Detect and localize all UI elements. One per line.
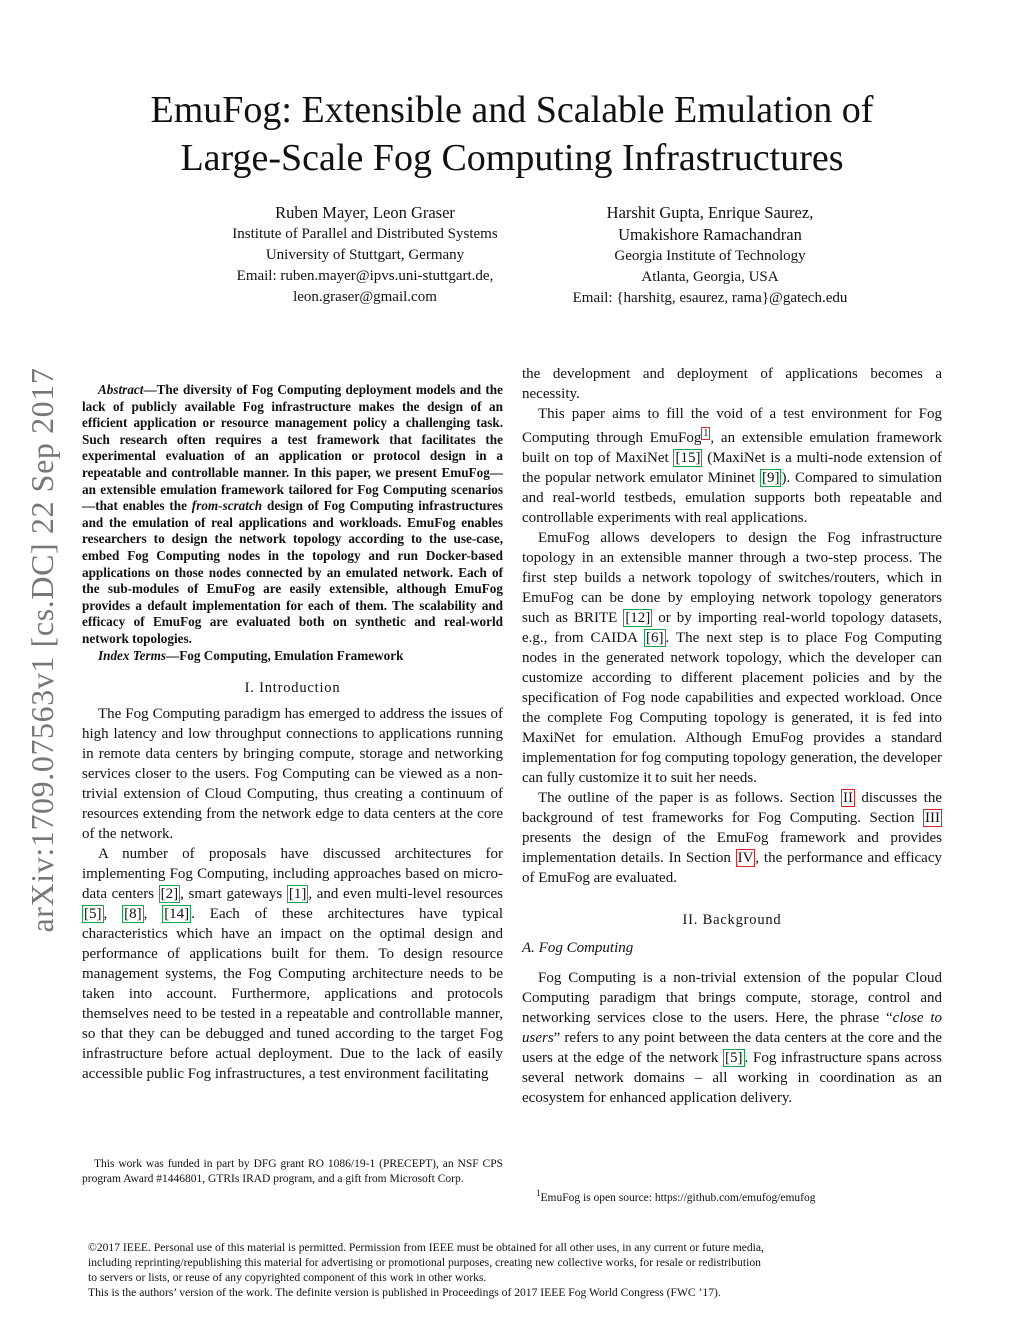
abstract-text-2: design of Fog Computing infrastructures and the emulation of real applications and workloads. EmuFog enables researchers to design the network topology according to the use-case, embed Fog Computing nodes in the topology and run Docker-based applications on those nodes connected by an emulated network. Each of the sub-modules of EmuFog are easily extensible, although EmuFog provides a default implementation for each of them. The scalability and efficacy of EmuFog are evaluated both on synthetic and real-world network topologies. <box>82 498 504 646</box>
author-names-left: Ruben Mayer, Leon Graser <box>275 203 455 222</box>
citation-link[interactable]: [6] <box>646 630 664 646</box>
citation-link[interactable]: [5] <box>84 906 102 923</box>
right-paragraph-3: The outline of the paper is as follows. Section II discusses the background of test frameworks for Fog Computing. Section III presents the design of the EmuFog framework and provides implementation details. In Section IV , the performance and efficacy of EmuFog are evaluated. <box>522 790 942 886</box>
section-link[interactable]: III <box>925 810 940 826</box>
right-paragraph-4: Fog Computing is a non-trivial extension of the popular Cloud Computing paradigm that brings compute, storage, control and networking services close to the users. Here, the phrase “close to users” refers to any point between the data centers at the core and the users at the edge of the network [5] . Fog infrastructure spans across several network domains – all working in coordination as an ecosystem for enhanced application delivery. <box>522 970 942 1106</box>
right-paragraph-1: This paper aims to fill the void of a test environment for Fog Computing through EmuFog $^1$ , an extensible emulation framework built on top of MaxiNet [15] (MaxiNet is a multi-node extension of the popular network emulator Mininet [9] ). Compared to simulation and real-world testbeds, emulation supports both repeatable and controllable experiments with real applications. <box>522 406 943 526</box>
abstract <box>82 382 503 664</box>
email-left-1: Email: ruben.mayer@ipvs.uni-stuttgart.de, <box>236 268 494 284</box>
footnote-link[interactable]: 1 <box>703 428 709 439</box>
citation-link[interactable]: [12] <box>625 610 651 626</box>
affiliation-right-2: Atlanta, Georgia, USA <box>641 269 779 285</box>
citation-link[interactable]: [1] <box>288 886 307 903</box>
email-left-2: leon.graser@gmail.com <box>293 289 437 305</box>
index-terms-text: —Fog Computing, Emulation Framework <box>166 647 404 663</box>
citation-link[interactable]: [15] <box>675 450 701 466</box>
citation-link[interactable]: [9] <box>761 470 780 486</box>
abstract-lead: Abstract <box>98 382 144 397</box>
funding-footnote: This work was funded in part by DFG grant RO 1086/19-1 (PRECEPT), an NSF CPS program Award #1446801, GTRIs IRAD program, and a gift from Microsoft Corp. <box>82 1158 503 1185</box>
copyright-line-4: This is the authors’ version of the work. The definite version is published in Proceedings of 2017 IEEE Fog World Congress (FWC ’17). <box>88 1286 721 1299</box>
abstract-emphasis: from-scratch <box>191 498 263 514</box>
intro-paragraph-1: The Fog Computing paradigm has emerged to address the issues of high latency and low throughput connections to applications running in remote data centers by bringing compute, storage and networking services closer to the users. Fog Computing can be viewed as a non-trivial extension of Cloud Computing, thus creating a continuum of resources extending from the network edge to data centers at the core of the network. <box>82 706 503 843</box>
paper-title <box>60 86 964 182</box>
section-link[interactable]: II <box>843 790 854 806</box>
citation-link[interactable]: [5] <box>725 1050 743 1066</box>
right-paragraph-0: the development and deployment of applications becomes a necessity. <box>522 366 942 402</box>
email-right: Email: {harshitg, esaurez, rama}@gatech.edu <box>572 290 848 306</box>
arxiv-stamp: arXiv:1709.07563v1 [cs.DC] 22 Sep 2017 <box>24 367 60 933</box>
left-column <box>82 382 503 1084</box>
citation-link[interactable]: [14] <box>164 906 190 923</box>
citation-link[interactable]: [2] <box>160 886 179 903</box>
subsection-heading-fog-computing: A. Fog Computing <box>522 940 634 956</box>
right-paragraph-2: EmuFog allows developers to design the Fog infrastructure topology in an extensible manner through a two-step process. The first step builds a network topology of switches/routers, which in EmuFog can be done by employing network topology generators such as BRITE [12] or by importing real-world topology datasets, e.g., from CAIDA [6] . The next step is to place Fog Computing nodes in the generated network topology, which the developer can customize according to different placement policies and by the specification of Fog node capabilities and expected workload. Once the complete Fog Computing topology is generated, it is fed into MaxiNet for emulation. Although EmuFog provides a standard implementation for fog computing topology generation, the developer can fully customize it to suit her needs. <box>522 530 942 786</box>
intro-paragraph-2: A number of proposals have discussed architectures for implementing Fog Computing, including approaches based on micro-data centers [2] , smart gateways [1] , and even multi-level resources [5] , [8] , [14] . Each of these architectures have typical characteristics which have an impact on the optimal design and performance of applications built for them. To design resource management systems, the Fog Computing architecture needs to be taken into account. Furthermore, applications and protocols themselves need to be tested in a repeatable and controllable manner, so that they can be debugged and tuned according to the target Fog infrastructure before actual deployment. Due to the lack of easily accessible public Fog infrastructures, a test environment facilitating <box>82 846 504 1083</box>
title-line-2: Large-Scale Fog Computing Infrastructures <box>180 137 844 179</box>
author-block-right <box>500 202 920 309</box>
copyright-line-3: to servers or lists, or reuse of any copyrighted component of this work in other works. <box>88 1271 487 1284</box>
author-names-right-1: Harshit Gupta, Enrique Saurez, <box>606 203 814 222</box>
index-terms-lead: Index Terms <box>98 647 167 663</box>
affiliation-right-1: Georgia Institute of Technology <box>614 248 806 264</box>
copyright-notice <box>88 1240 938 1300</box>
copyright-line-1: ©2017 IEEE. Personal use of this material is permitted. Permission from IEEE must be obtained for all other uses, in any current or future media, <box>88 1241 764 1254</box>
title-line-1: EmuFog: Extensible and Scalable Emulation of <box>150 89 874 131</box>
affiliation-left-1: Institute of Parallel and Distributed Systems <box>232 226 498 242</box>
section-link[interactable]: IV <box>737 850 754 866</box>
copyright-line-2: including reprinting/republishing this material for advertising or promotional purposes, creating new collective works, for resale or redistribution <box>88 1256 761 1269</box>
author-names-right-2: Umakishore Ramachandran <box>618 225 802 244</box>
section-heading-introduction: I. Introduction <box>244 680 341 697</box>
emufog-footnote: $^1$EmuFog is open source: https://github.com/emufog/emufog <box>536 1188 816 1204</box>
right-column <box>522 364 942 1108</box>
abstract-text-1: —The diversity of Fog Computing deployment models and the lack of publicly available Fog infrastructure makes the design of an efficient application or resource management policy a challenging task. Such research often requires a test framework that facilitates the experimental evaluation of an application or protocol design in a repeatable and controllable manner. In this paper, we present EmuFog—an extensible emulation framework tailored for Fog Computing scenarios—that enables the <box>82 382 503 514</box>
section-heading-background: II. Background <box>682 912 782 928</box>
affiliation-left-2: University of Stuttgart, Germany <box>265 247 465 263</box>
citation-link[interactable]: [8] <box>124 906 142 923</box>
